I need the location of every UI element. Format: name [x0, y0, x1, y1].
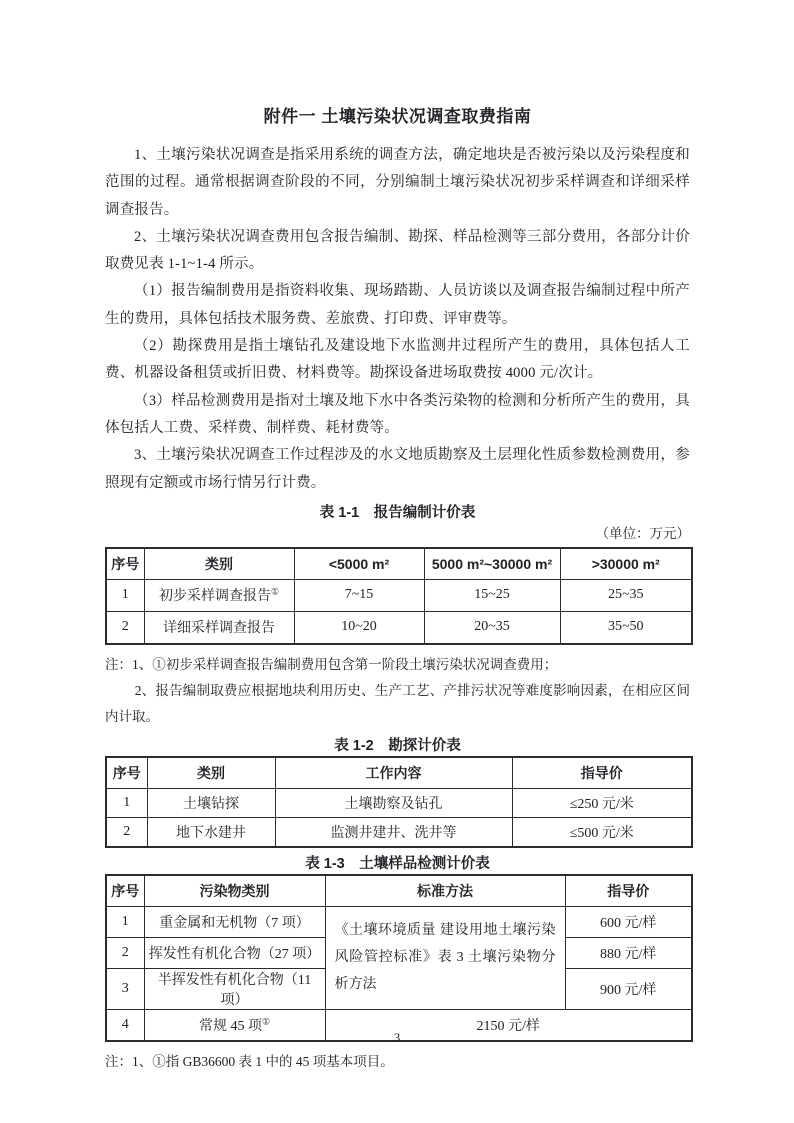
table-header-cell: 序号 [106, 757, 147, 789]
table-cell: 4 [106, 1009, 144, 1041]
table-cell: 土壤勘察及钻孔 [275, 788, 512, 817]
table-cell: 900 元/样 [565, 968, 692, 1009]
table-header-cell: 污染物类别 [144, 875, 325, 907]
table-cell: 25~35 [560, 579, 692, 611]
table-row [106, 817, 692, 847]
table-header-cell: >30000 m² [560, 548, 692, 580]
table-cell: 880 元/样 [565, 937, 692, 968]
table-header-cell: <5000 m² [294, 548, 424, 580]
page-title: 附件一 土壤污染状况调查取费指南 [263, 107, 532, 126]
table-cell: 2 [106, 611, 144, 644]
table-cell: 35~50 [560, 611, 692, 644]
table-cell [144, 579, 294, 611]
table-1-1 [105, 547, 693, 645]
standard-method-cell: 《土壤环境质量 建设用地土壤污染风险管控标准》表 3 土壤污染物分析方法 [325, 906, 565, 1009]
note-line: 2、报告编制取费应根据地块利用历史、生产工艺、产排污状况等难度影响因素，在相应区间内计取。 [105, 682, 690, 724]
table-row [106, 788, 692, 817]
table-header-cell: 指导价 [512, 757, 692, 789]
table-header-cell: 工作内容 [275, 757, 512, 789]
table-1-1-caption: 表 1-1 报告编制计价表 [319, 504, 476, 521]
table-1-3-notes [105, 1049, 690, 1075]
table-row [106, 906, 692, 937]
table-header-cell: 5000 m²~30000 m² [424, 548, 560, 580]
table-cell: 半挥发性有机化合物（11 项） [144, 968, 325, 1009]
footnote-marker: ① [270, 586, 280, 597]
table-cell: 重金属和无机物（7 项） [144, 906, 325, 937]
table-cell [144, 611, 294, 644]
table-cell: 地下水建井 [147, 817, 275, 847]
table-cell: 土壤钻探 [147, 788, 275, 817]
table-cell: 1 [106, 788, 147, 817]
table-header-cell: 序号 [106, 875, 144, 907]
body-paragraph: 3、土壤污染状况调查工作过程涉及的水文地质勘察及土层理化性质参数检测费用，参照现有定额或市场行情另行计费。 [105, 447, 690, 491]
note-line: 注：1、①初步采样调查报告编制费用包含第一阶段土壤污染状况调查费用； [105, 656, 558, 672]
unit-note: （单位：万元） [595, 525, 690, 541]
footnote-marker: ① [261, 1016, 271, 1027]
body-paragraph: （2）勘探费用是指土壤钻孔及建设地下水监测井过程所产生的费用，具体包括人工费、机器设备租赁或折旧费、材料费等。勘探设备进场取费按 4000 元/次计。 [105, 338, 690, 382]
table-header-cell: 类别 [144, 548, 294, 580]
table-cell: 600 元/样 [565, 906, 692, 937]
table-cell: 2150 元/样 [325, 1009, 692, 1041]
category-label: 详细采样调查报告 [163, 621, 275, 637]
table-cell: 1 [106, 906, 144, 937]
table-cell: 7~15 [294, 579, 424, 611]
table-header-row [106, 548, 692, 580]
table-cell: 监测井建井、洗井等 [275, 817, 512, 847]
category-label: 常规 45 项 [198, 1018, 262, 1034]
body-paragraph: 1、土壤污染状况调查是指采用系统的调查方法，确定地块是否被污染以及污染程度和范围的过程。通常根据调查阶段的不同，分别编制土壤污染状况初步采样调查和详细采样调查报告。 [105, 147, 690, 218]
body-paragraph: （3）样品检测费用是指对土壤及地下水中各类污染物的检测和分析所产生的费用，具体包括人工费、采样费、制样费、耗材费等。 [105, 392, 690, 436]
table-cell: 20~35 [424, 611, 560, 644]
note-line: 注：1、①指 GB36600 表 1 中的 45 项基本项目。 [105, 1053, 394, 1069]
table-header-row [106, 757, 692, 789]
table-row [106, 611, 692, 644]
page-number: 3 [393, 1030, 401, 1045]
table-header-cell: 序号 [106, 548, 144, 580]
table-cell: 挥发性有机化合物（27 项） [144, 937, 325, 968]
table-header-cell: 指导价 [565, 875, 692, 907]
table-1-2-caption: 表 1-2 勘探计价表 [334, 737, 461, 754]
table-cell: ≤500 元/米 [512, 817, 692, 847]
table-cell: 1 [106, 579, 144, 611]
body-paragraph: 2、土壤污染状况调查费用包含报告编制、勘探、样品检测等三部分费用，各部分计价取费见表 1-1~1-4 所示。 [105, 228, 690, 273]
table-header-row [106, 875, 692, 907]
table-header-cell: 标准方法 [325, 875, 565, 907]
table-cell: 2 [106, 817, 147, 847]
category-label: 初步采样调查报告 [158, 589, 271, 605]
body-paragraph: （1）报告编制费用是指资料收集、现场踏勘、人员访谈以及调查报告编制过程中所产生的费用，具体包括技术服务费、差旅费、打印费、评审费等。 [105, 283, 690, 327]
table-row [106, 579, 692, 611]
table-header-cell: 类别 [147, 757, 275, 789]
table-1-1-notes [105, 652, 690, 730]
table-cell: 3 [106, 968, 144, 1009]
table-cell: 10~20 [294, 611, 424, 644]
table-1-3 [105, 874, 693, 1042]
table-cell: 15~25 [424, 579, 560, 611]
table-1-3-caption: 表 1-3 土壤样品检测计价表 [305, 855, 490, 872]
table-1-2 [105, 756, 693, 848]
table-cell: ≤250 元/米 [512, 788, 692, 817]
table-cell: 2 [106, 937, 144, 968]
